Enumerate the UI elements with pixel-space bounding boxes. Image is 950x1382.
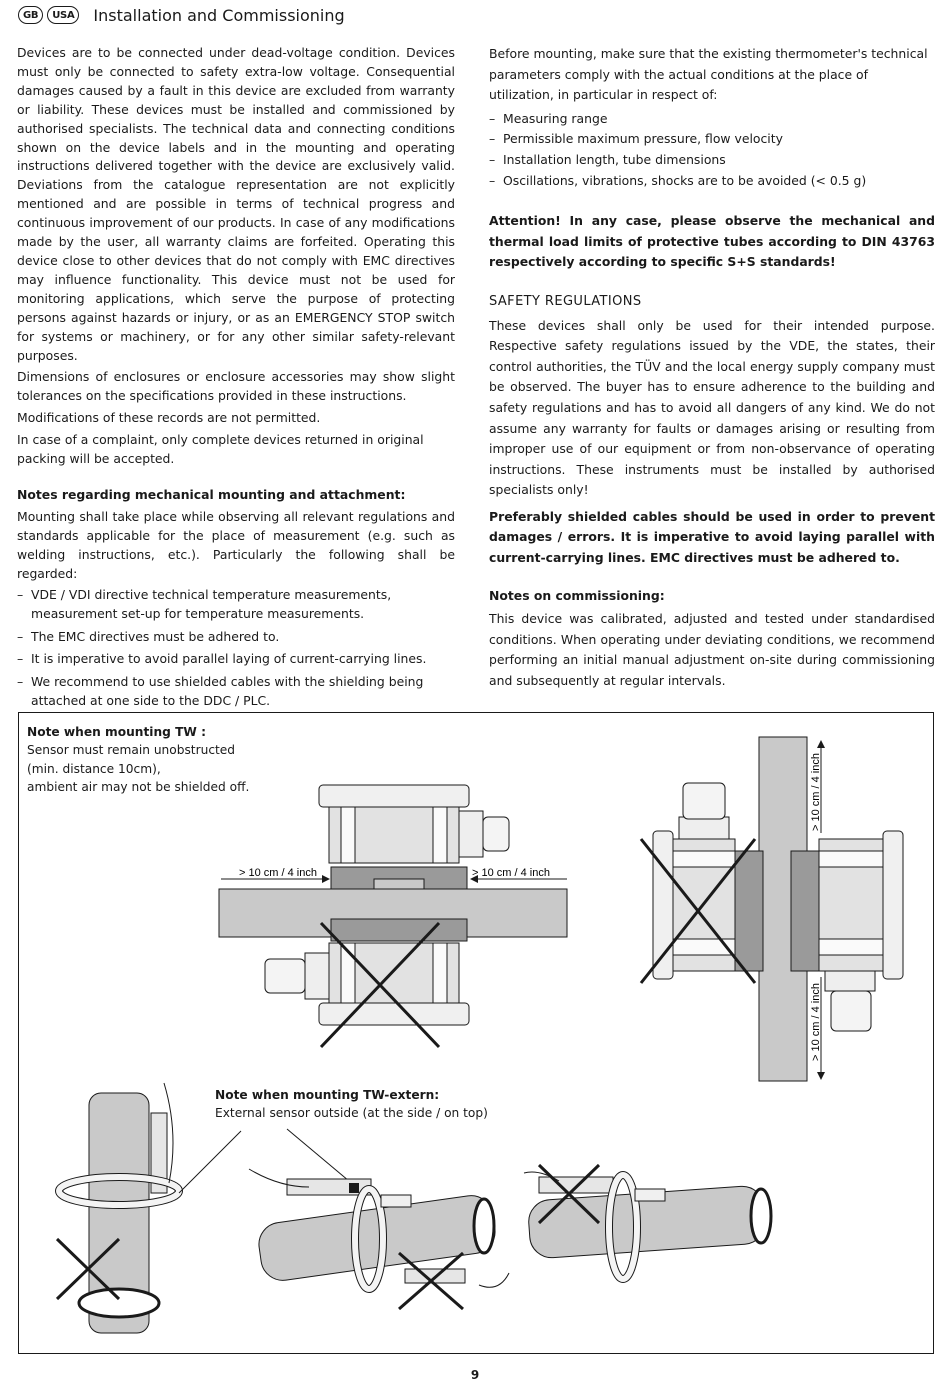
- page-number: 9: [470, 1368, 480, 1382]
- tw-extern-note: [215, 1086, 488, 1123]
- mounting-paragraph: Mounting shall take place while observing all relevant regulations and standards applicable for the place of measurement (e.g. such as welding instructions, etc.). Particularly the following shall be regarded:: [17, 508, 455, 581]
- shielded-cables-paragraph: Preferably shielded cables should be used in order to prevent damages / errors. It is imperative to avoid laying parallel with current-carrying lines. EMC directives must be adhered to.: [489, 508, 935, 566]
- tw-extern-note-text: External sensor outside (at the side / on top): [215, 1106, 488, 1121]
- mounting-illustration: [19, 713, 935, 1355]
- safety-paragraph: These devices shall only be used for their intended purpose. Respective safety regulations issued by the VDE, the states, their control authorities, the TÜV and the local energy supply company must be observed. The buyer has to ensure adherence to the building and safety regulations and has to avoid all dangers of any kind. We do not assume any warranty for faults or damages arising or resulting from improper use of our equipment or from non-observance of operating instructions. These instruments must be installed by authorised specialists only!: [489, 317, 935, 498]
- tw-mounting-note: [27, 723, 249, 797]
- general-paragraph: Devices are to be connected under dead-voltage condition. Devices must only be connected to safety extra-low voltage. Consequential damages caused by a fault in this device are excluded from warranty or liability. These devices must be installed and commissioned by authorised specialists. The technical data and connecting conditions shown on the device labels and in the mounting and operating instructions delivered together with the device are exclusively valid. Deviations from the catalogue representation are not explicitly mentioned and are possible in terms of technical progress and continuous improvement of our products. In case of any modifications made by the user, all warranty claims are forfeited. Operating this device close to other devices that do not comply with EMC directives may influence functionality. This device must not be used for monitoring applications, which serve the purpose of protecting persons against hazards or injury, or as an EMERGENCY STOP switch for systems or machinery, or for any other similar safety-relevant purposes.: [17, 45, 455, 363]
- mounting-figure: [18, 712, 934, 1354]
- complaint-paragraph: In case of a complaint, only complete devices returned in original packing will be accepted.: [17, 432, 424, 467]
- dimension-label-vertical-bottom: > 10 cm / 4 inch: [810, 983, 822, 1061]
- list-item: – Oscillations, vibrations, shocks are to be avoided (< 0.5 g): [489, 171, 935, 192]
- mounting-list: [17, 586, 455, 710]
- page-title: Installation and Commissioning: [93, 5, 345, 25]
- parameter-list: [489, 109, 935, 191]
- language-badge-gb: GB: [18, 6, 43, 24]
- mounting-heading: Notes regarding mechanical mounting and attachment:: [17, 486, 406, 502]
- commissioning-paragraph: This device was calibrated, adjusted and tested under standardised conditions. When operating under deviating conditions, we recommend performing an initial manual adjustment on-site during commissioning and subsequently at regular intervals.: [489, 611, 935, 689]
- list-item: – VDE / VDI directive technical temperature measurements, measurement set-up for temperature measurements.: [17, 586, 455, 624]
- commissioning-heading: Notes on commissioning:: [489, 587, 665, 603]
- list-item: – The EMC directives must be adhered to.: [17, 628, 455, 647]
- modifications-paragraph: Modifications of these records are not permitted.: [17, 410, 321, 426]
- language-badge-usa: USA: [47, 6, 79, 24]
- list-item: – It is imperative to avoid parallel laying of current-carrying lines.: [17, 650, 455, 669]
- list-item: – Measuring range: [489, 109, 935, 130]
- tw-note-line: ambient air may not be shielded off.: [27, 780, 250, 795]
- attention-paragraph: Attention! In any case, please observe the mechanical and thermal load limits of protective tubes according to DIN 43763 respectively according to specific S+S standards!: [489, 213, 935, 270]
- page-header: [18, 4, 345, 26]
- right-column: [489, 44, 935, 695]
- dimension-label-left: > 10 cm / 4 inch: [239, 867, 317, 879]
- vertical-pipe-diagram: [641, 737, 903, 1081]
- dimension-label-vertical-top: > 10 cm / 4 inch: [810, 753, 822, 831]
- list-item: – Installation length, tube dimensions: [489, 150, 935, 171]
- left-column: [17, 44, 455, 714]
- horizontal-pipe-diagram: [219, 785, 567, 1047]
- list-item: – Permissible maximum pressure, flow velocity: [489, 129, 935, 150]
- tolerance-paragraph: Dimensions of enclosures or enclosure accessories may show slight tolerances on the specifications provided in these instructions.: [17, 369, 455, 404]
- tw-note-line: Sensor must remain unobstructed: [27, 743, 236, 758]
- list-item: – We recommend to use shielded cables with the shielding being attached at one side to the DDC / PLC.: [17, 673, 455, 711]
- safety-heading: SAFETY REGULATIONS: [489, 293, 642, 309]
- tw-note-line: (min. distance 10cm),: [27, 761, 161, 776]
- dimension-label-right: > 10 cm / 4 inch: [472, 867, 550, 879]
- tw-note-title: Note when mounting TW :: [27, 725, 206, 739]
- tw-extern-note-title: Note when mounting TW-extern:: [215, 1088, 440, 1102]
- pre-mounting-paragraph: Before mounting, make sure that the existing thermometer's technical parameters comply with the actual conditions at the place of utilization, in particular in respect of:: [489, 46, 928, 103]
